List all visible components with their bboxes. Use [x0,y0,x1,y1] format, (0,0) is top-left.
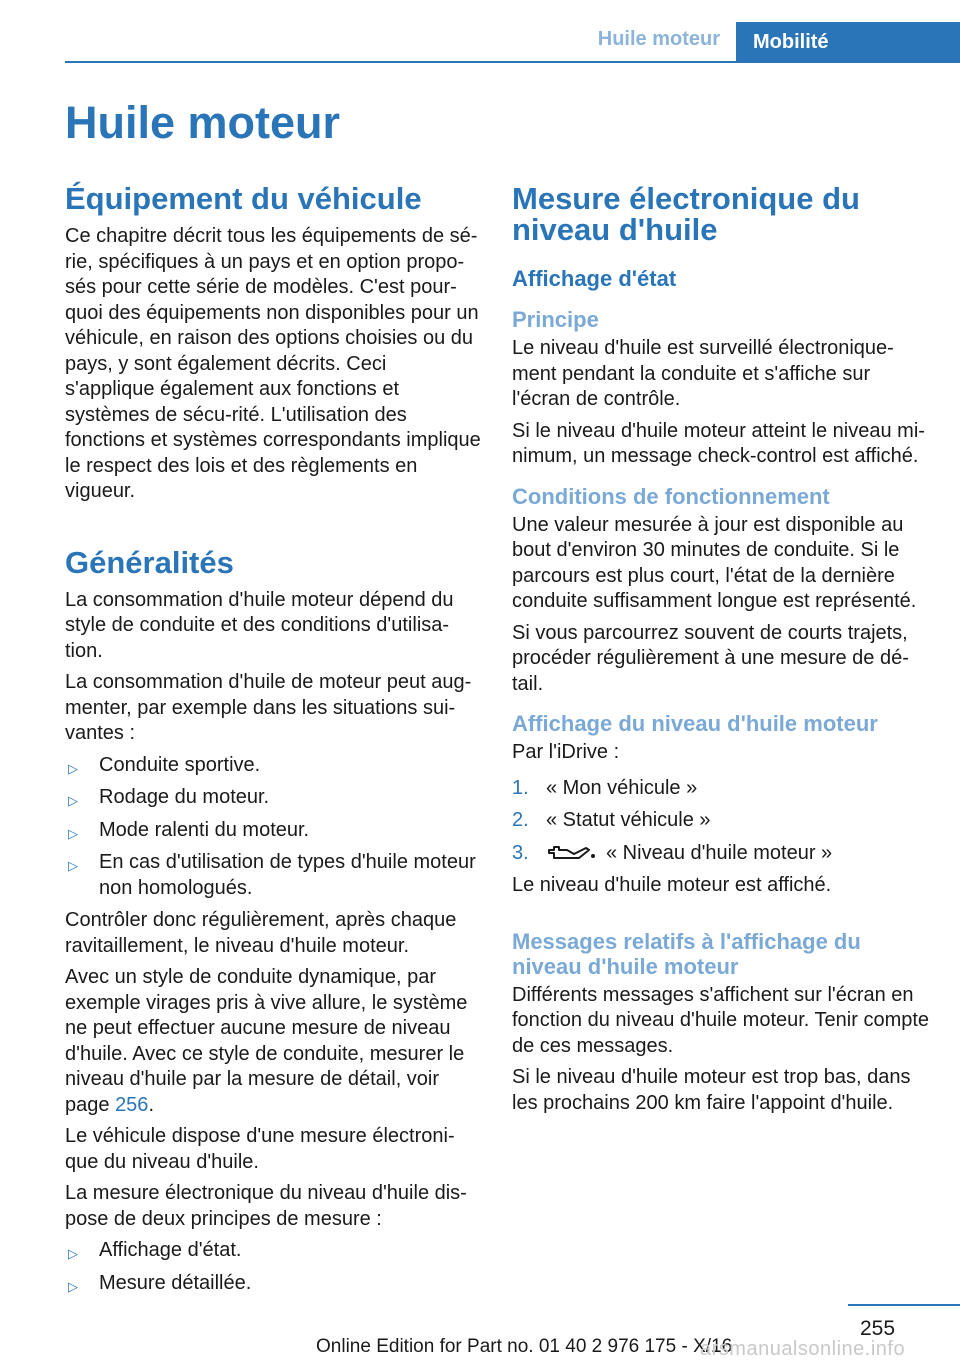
step-item [512,841,932,867]
triangle-bullet-icon: ▷ [68,793,78,808]
display-paragraph: Le niveau d'huile moteur est affiché. [512,874,832,896]
step-text: « Niveau d'huile moteur » [606,841,833,864]
list-item-text: Mesure détaillée. [99,1271,252,1294]
header-section-label: Huile moteur [597,28,720,50]
page-link[interactable]: 256 [115,1093,149,1116]
list-item [65,1238,481,1264]
idrive-steps [512,776,932,867]
list-item [65,818,481,844]
list-item-text: Mode ralenti du moteur. [99,818,310,841]
paragraph-text: Avec un style de conduite dynamique, par exemple virages pris à vive allure, le système ne peut effectuer aucune mesure de niveau d'huile. Avec ce style de conduite, mesurer le niveau d'huile par la mesure de détail, voir page [65,966,468,1116]
display-heading: Affichage du niveau d'huile moteur [512,711,878,736]
edition-text: Online Edition for Part no. 01 40 2 976 175 - X/16 [316,1336,733,1357]
equipment-heading: Équipement du véhicule [65,181,422,216]
display-paragraph: Par l'iDrive : [512,741,620,763]
electronic-measure-heading: Mesure électronique du niveau d'huile [512,181,860,247]
principle-heading: Principe [512,307,599,332]
step-number: 3. [512,841,529,864]
equipment-text: Ce chapitre décrit tous les équipements de sé-rie, spécifiques à un pays et en option propo-sés pour cette série de modèles. C'est pour-quoi des équipements non disponibles pour un véhicule, en raison des options choisies ou du pays, y sont également décrits. Ceci s'applique également aux fonctions et systèmes de sécu-rité. L'utilisation des fonctions et systèmes correspondants implique le respect des lois et des règlements en vigueur. [65,225,481,502]
messages-heading: Messages relatifs à l'affichage du niveau d'huile moteur [512,928,861,979]
principle-paragraph: Le niveau d'huile est surveillé électronique-ment pendant la conduite et s'affiche sur l'écran de contrôle. [512,337,894,410]
general-heading: Généralités [65,544,234,580]
messages-paragraph: Si le niveau d'huile moteur est trop bas, dans les prochains 200 km faire l'appoint d'huile. [512,1066,911,1114]
footer-divider [848,1304,960,1306]
paragraph-end: . [148,1093,154,1116]
right-column [512,183,932,1122]
conditions-paragraph: Une valeur mesurée à jour est disponible au bout d'environ 30 minutes de conduite. Si le parcours est plus court, l'état de la dernière conduite suffisamment longue est représenté. [512,513,917,612]
triangle-bullet-icon: ▷ [68,760,78,776]
principle-paragraph: Si le niveau d'huile moteur atteint le niveau mi-nimum, un message check-control est affiché. [512,419,925,467]
list-item-text: Rodage du moteur. [99,786,270,808]
conditions-paragraph: Si vous parcourrez souvent de courts trajets, procéder régulièrement à une mesure de dé-tail. [512,621,909,695]
list-item [65,753,481,779]
list-item [65,785,481,811]
step-text: « Statut véhicule » [546,809,711,831]
page-number: 255 [860,1317,896,1340]
watermark: arsmanualsonline.info [700,1338,906,1360]
list-item-text: Conduite sportive. [99,753,261,776]
general-paragraph: Le véhicule dispose d'une mesure électroni-que du niveau d'huile. [65,1125,455,1173]
step-text: « Mon véhicule » [546,776,698,799]
triangle-bullet-icon: ▷ [68,858,78,873]
header-chapter-tab: Mobilité [736,22,960,63]
principles-list [65,1238,481,1296]
step-item [512,808,932,834]
triangle-bullet-icon: ▷ [68,1246,78,1261]
messages-paragraph: Différents messages s'affichent sur l'écran en fonction du niveau d'huile moteur. Tenir compte de ces messages. [512,983,930,1057]
general-paragraph: La consommation d'huile de moteur peut aug-menter, par exemple dans les situations sui-vantes : [65,671,472,744]
general-paragraph: La consommation d'huile moteur dépend du style de conduite et des conditions d'utilisa-tion. [65,588,454,662]
header-divider [65,61,960,63]
situations-list [65,753,481,902]
step-item [512,776,932,802]
status-display-heading: Affichage d'état [512,266,677,291]
general-paragraph: La mesure électronique du niveau d'huile dis-pose de deux principes de mesure : [65,1182,467,1230]
triangle-bullet-icon: ▷ [68,1278,78,1294]
left-column [65,183,481,1303]
list-item [65,1271,481,1297]
list-item-text: En cas d'utilisation de types d'huile moteur non homologués. [99,851,476,899]
step-number: 1. [512,776,529,799]
general-paragraph [65,965,481,1118]
step-number: 2. [512,809,529,831]
list-item [65,850,481,901]
list-item-text: Affichage d'état. [99,1239,242,1261]
triangle-bullet-icon: ▷ [68,825,78,841]
page-title: Huile moteur [65,97,341,148]
general-paragraph: Contrôler donc régulièrement, après chaque ravitaillement, le niveau d'huile moteur. [65,909,457,957]
conditions-heading: Conditions de fonctionnement [512,483,830,509]
oil-can-icon [546,844,598,862]
